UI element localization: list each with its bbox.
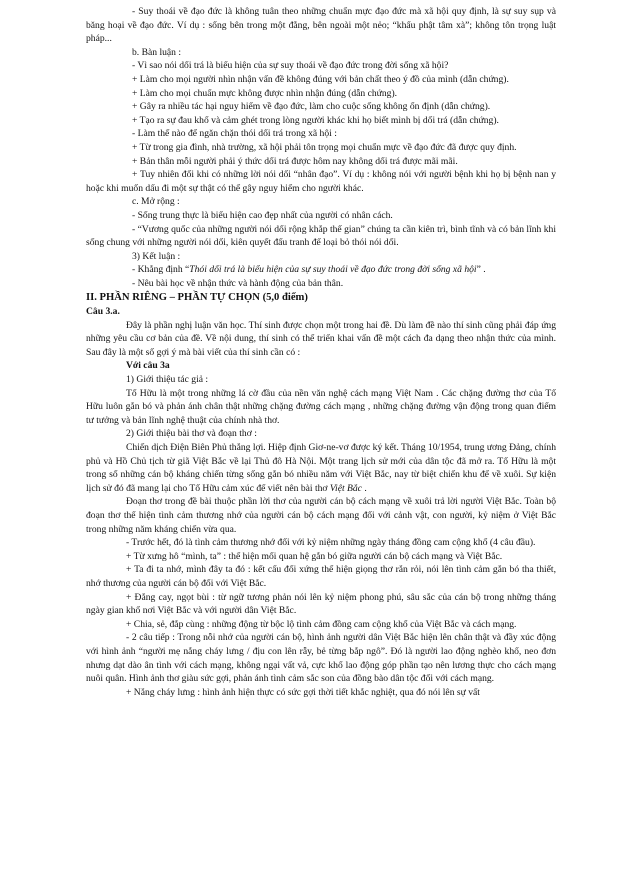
paragraph-why-lying: - Vì sao nói dối trá là biểu hiện của sự suy thoái về đạo đức trong đời sống xã hội? [132,60,449,72]
paragraph-moral-decline: - Suy thoái về đạo đức là không tuân theo những chuẩn mực đạo đức mà xã hội quy định, là sự suy sụp và băng hoại về đạo đức. Ví dụ : sống bên trong một đằng, bên ngoài một nẻo; “khẩu phật tâm xà”; không tôn trọng luật pháp... [86,6,556,45]
bullet-contrast: + Đắng cay, ngọt bùi : từ ngữ tương phản nói lên kỷ niệm phong phú, sâu sắc của cán bộ trong những tháng ngày gian khổ nơi Việt Bắc và với người dân Việt Bắc. [86,591,556,617]
paragraph-to-huu: Tố Hữu là một trong những lá cờ đầu của nền văn nghệ cách mạng Việt Nam . Các chặng đường thơ của Tố Hữu luôn gắn bó và phản ánh chân thật những chặng đường cách mạng , những chặng đường vận động trong quan điểm tư tưởng và bản lĩnh nghệ thuật của chính nhà thơ. [86,387,556,426]
paragraph-kingdom-liars: - “Vương quốc của những người nói dối rộng khắp thế gian” chúng ta cần kiên trì, bình tĩnh và có bản lĩnh khi sống chung với những người nói dối, kiên quyết đấu tranh để loại bỏ thói nói dối. [86,223,556,249]
heading-expansion: c. Mở rộng : [132,196,180,208]
paragraph-lesson: - Nêu bài học về nhận thức và hành động của bản thân. [132,277,344,289]
bullet-misperception: + Làm cho mọi người nhìn nhận vấn đề không đúng với bản chất theo ý đồ của mình (dẫn chứng). [132,73,509,85]
affirm-quote: Thói dối trá là biểu hiện của sự suy thoái về đạo đức trong đời sống xã hội [189,264,477,276]
heading-author-intro: 1) Giới thiệu tác giả : [126,374,209,386]
paragraph-poem-excerpt: Đoạn thơ trong đề bài thuộc phần lời thơ của người cán bộ cách mạng về xuôi trả lời người Việt Bắc. Toàn bộ đoạn thơ thể hiện tình cảm thương nhớ của người cán bộ cách mạng đối với cảnh vật, con người, kỷ niệm ở Việt Bắc trong những năm kháng chiến vừa qua. [86,496,556,535]
bullet-self-awareness: + Bản thân mỗi người phải ý thức dối trá được hôm nay không dối trá được mãi mãi. [132,155,458,167]
context-text: Chiến dịch Điện Biên Phủ thắng lợi. Hiệp định Giơ-ne-vơ được ký kết. Tháng 10/1954, trung ương Đảng, chính phủ và Hồ Chủ tịch từ giã Việt Bắc về lại Thủ đô Hà Nội. Một trang lịch sử mới của dân tộc đã mở ra. Tố Hữu là một trong số những cán bộ kháng chiến từng sống gắn bó nhiều năm với Việt Bắc, nay từ biệt chiến khu để về xuôi. Sự kiện lịch sử đó đã mang lại cho Tố Hữu cảm xúc để viết nên bài thơ [86,442,556,494]
bullet-scorching-sun: + Nắng cháy lưng : hình ảnh hiện thực có sức gợi thời tiết khắc nghiệt, qua đó nói lên sự vất [126,686,480,698]
heading-conclusion: 3) Kết luận : [132,250,181,262]
bullet-suffering: + Tạo ra sự đau khổ và cảm ghét trong lòng người khác khi họ biết mình bị dối trá (dẫn chứng). [132,114,499,126]
question-heading-3a: Câu 3.a. [86,306,120,318]
bullet-humane-lies: + Tuy nhiên đối khi có những lời nói dối “nhân đạo”. Ví dụ : không nói với người bệnh khi họ bị bệnh nan y hoặc khi muốn dấu đi một sự thật có thể gây nguy hiểm cho người khác. [86,169,556,194]
affirm-prefix: - Khẳng định “ [132,264,190,276]
context-suffix: . [361,482,367,494]
subheading-with-question-3a: Với câu 3a [126,360,170,372]
bullet-harm: + Gây ra nhiều tác hại nguy hiểm về đạo đức, làm cho cuộc sống không ổn định (dẫn chứng). [132,101,491,113]
affirm-suffix: ” . [476,264,486,276]
paragraph-honesty: - Sống trung thực là biểu hiện cao đẹp nhất của người có nhân cách. [132,209,393,221]
poem-title: Việt Bắc [329,482,362,494]
heading-discussion: b. Bàn luận : [132,46,182,58]
bullet-verbs: + Chia, sẻ, đắp cùng : những động từ bộc lộ tình cảm đồng cam cộng khổ của Việt Bắc và cách mạng. [126,618,517,630]
heading-poem-intro: 2) Giới thiệu bài thơ và đoạn thơ : [126,428,257,440]
document-page [86,5,556,699]
section-heading-part-two: II. PHẦN RIÊNG – PHẦN TỰ CHỌN (5,0 điểm) [86,292,308,304]
paragraph-historical-context [86,441,556,495]
paragraph-literary-intro: Đây là phần nghị luận văn học. Thí sinh được chọn một trong hai đề. Dù làm đề nào thí sinh cũng phải đáp ứng những yêu cầu cơ bản của đề. Về nội dung, thí sinh có thể triển khai vấn đề một cách đa dạng theo nhận thức của mình. Sau đây là một số gợi ý mà bài viết của thí sinh cần có : [86,319,556,358]
paragraph-prevention: - Làm thế nào để ngăn chặn thói dối trá trong xã hội : [132,128,337,140]
paragraph-next-two-lines: - 2 câu tiếp : Trong nỗi nhớ của người cán bộ, hình ảnh người dân Việt Bắc hiện lên chân thật và đầy xúc động với hình ảnh “người mẹ nắng cháy lưng / địu con lên rẫy, bẻ từng bắp ngô”. Đó là người lao động nghèo khổ, neo đơn nhưng dạt dào ân tình với cách mạng, không ngại vất vả, cực khổ lao động góp phần tạo nên lương thực cho cách mạng nuôi quân. Hình ảnh thơ giàu sức gợi, phản ánh tình cảm sắc son của đồng bào dân tộc đối với cách mạng. [86,632,556,685]
bullet-family-school: + Từ trong gia đình, nhà trường, xã hội phải tôn trọng mọi chuẩn mực về đạo đức đã được quy định. [132,141,517,153]
bullet-symmetry: + Ta đi ta nhớ, mình đây ta đó : kết cấu đối xứng thể hiện giọng thơ rắn rỏi, nói lên tình cảm gắn bó tha thiết, nhớ thương của người cán bộ đối với Việt Bắc. [86,564,556,589]
paragraph-first-four-lines: - Trước hết, đó là tình cảm thương nhớ đối với kỷ niệm những ngày tháng đồng cam cộng khổ (4 câu đầu). [126,537,536,549]
paragraph-affirm [86,263,556,277]
bullet-standards: + Làm cho mọi chuẩn mực không được nhìn nhận đúng (dẫn chứng). [132,87,398,99]
bullet-pronouns: + Từ xưng hô “mình, ta” : thể hiện mối quan hệ gắn bó giữa người cán bộ cách mạng và Việt Bắc. [126,550,503,562]
